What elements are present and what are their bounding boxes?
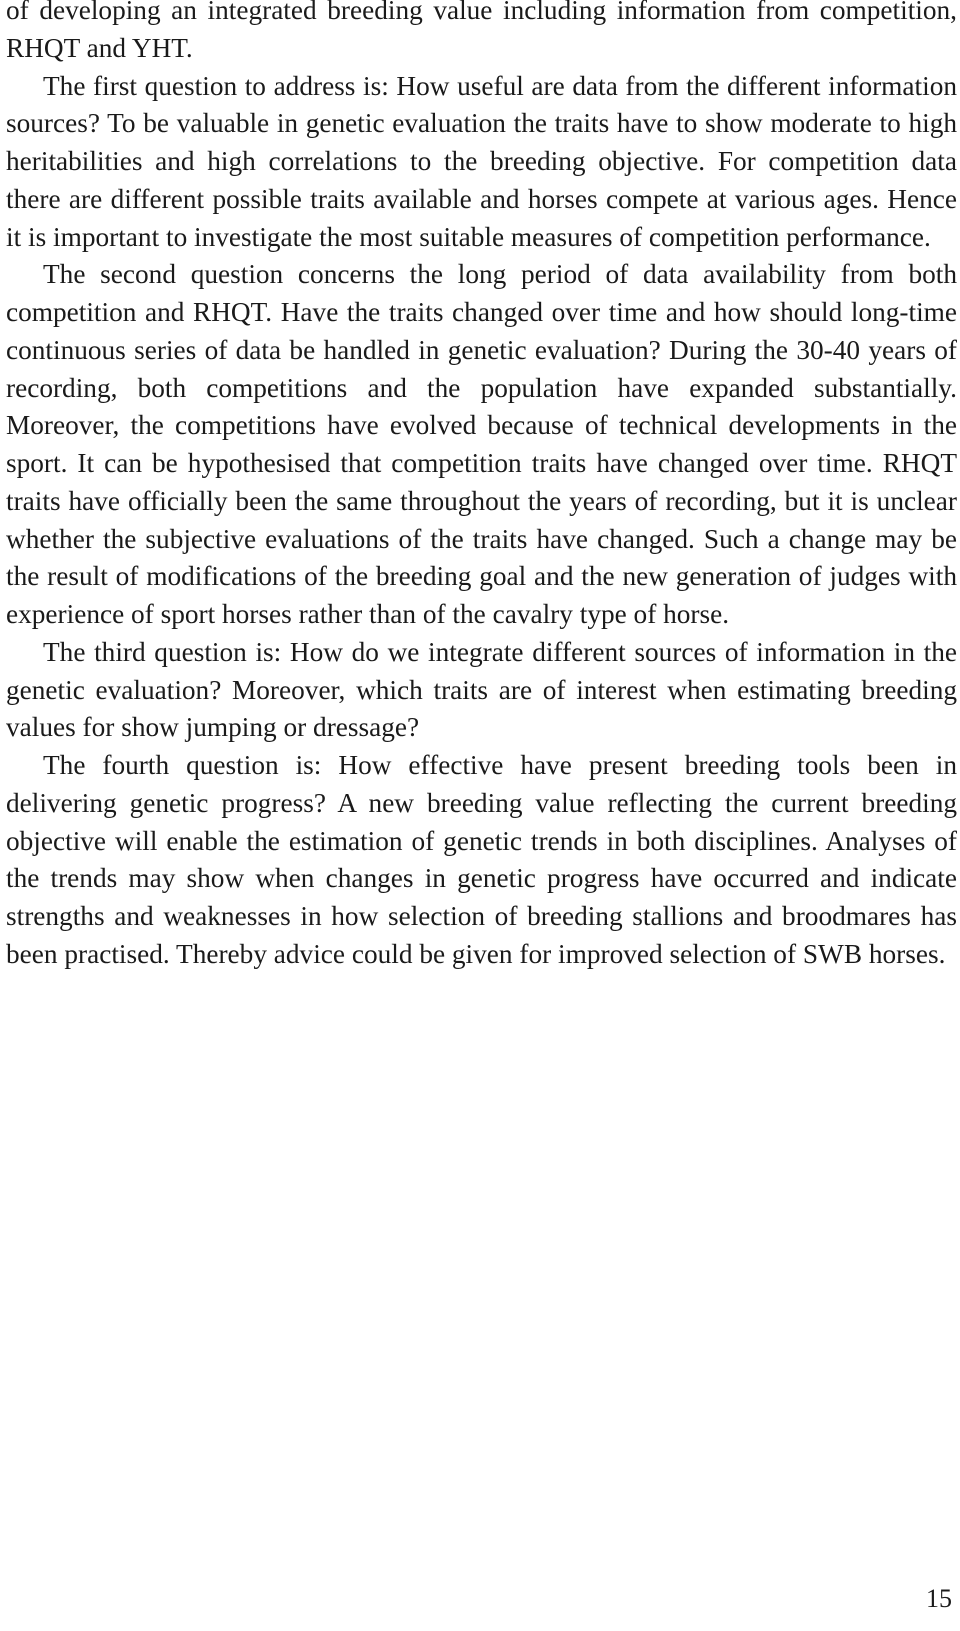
page-number: 15	[926, 1584, 952, 1613]
paragraph-first-question: The first question to address is: How useful are data from the different information sources? To be valuable in genetic evaluation the traits have to show moderate to high heritabilities and high correlations to the breeding objective. For competition data there are different possible traits available and horses compete at various ages. Hence it is important to investigate the most suitable measures of competition performance.	[6, 70, 957, 252]
paragraph-second-question: The second question concerns the long period of data availability from both competition and RHQT. Have the traits changed over time and how should long-time continuous series of data be handled in genetic evaluation? During the 30-40 years of recording, both competitions and the population have expanded substantially. Moreover, the competitions have evolved because of technical developments in the sport. It can be hypothesised that competition traits have changed over time. RHQT traits have officially been the same throughout the years of recording, but it is unclear whether the subjective evaluations of the traits have changed. Such a change may be the result of modifications of the breeding goal and the new generation of judges with experience of sport horses rather than of the cavalry type of horse.	[6, 259, 957, 629]
paragraph-third-question: The third question is: How do we integrate different sources of information in the genetic evaluation? Moreover, which traits are of interest when estimating breeding values for show jumping or dressage?	[6, 636, 957, 743]
paragraph-continuation: of developing an integrated breeding value including information from competition, RHQT and YHT.	[6, 0, 957, 63]
page-body	[6, 0, 957, 974]
paragraph-fourth-question: The fourth question is: How effective have present breeding tools been in delivering genetic progress? A new breeding value reflecting the current breeding objective will enable the estimation of genetic trends in both disciplines. Analyses of the trends may show when changes in genetic progress have occurred and indicate strengths and weaknesses in how selection of breeding stallions and broodmares has been practised. Thereby advice could be given for improved selection of SWB horses.	[6, 750, 957, 969]
